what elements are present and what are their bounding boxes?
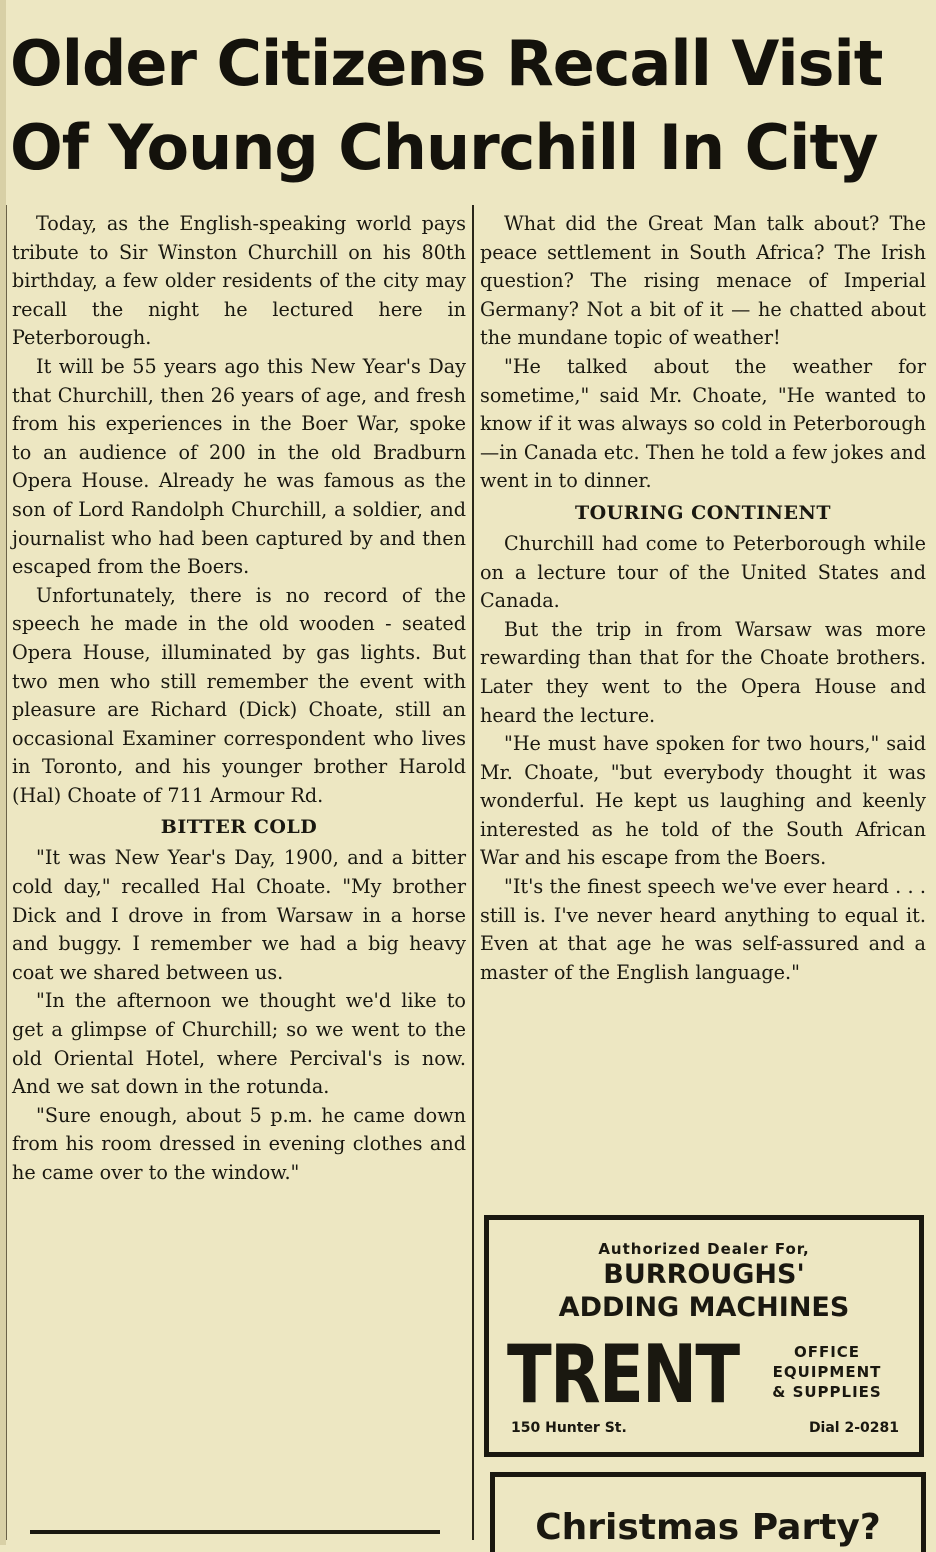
subheading-bitter-cold: BITTER COLD bbox=[160, 816, 318, 839]
ad-phone: Dial 2-0281 bbox=[808, 1420, 899, 1436]
paragraph: What did the Great Man talk about? The peace settlement in South Africa? The Irish question? The rising menace of Imperial Germany? Not a bit of it — he chatted about the mundane topic of weather! bbox=[480, 212, 926, 350]
paragraph: "In the afternoon we thought we'd like to get a glimpse of Churchill; so we went to the old Oriental Hotel, where Percival's is now. And we sat down in the rotunda. bbox=[12, 989, 466, 1099]
ad-company-name: TRENT bbox=[507, 1328, 739, 1421]
ad-brand-line-1: BURROUGHS' bbox=[603, 1259, 805, 1290]
ad-office-block bbox=[747, 1342, 907, 1402]
ad2-title: Christmas Party? bbox=[535, 1507, 881, 1548]
paragraph: "He talked about the weather for sometime," said Mr. Choate, "He wanted to know if it was always so cold in Peterborough—in Canada etc. Then he told a few jokes and went in to dinner. bbox=[480, 354, 926, 493]
paragraph: It will be 55 years ago this New Year's Day that Churchill, then 26 years of age, and fresh from his experiences in the Boer War, spoke to an audience of 200 in the old Bradburn Opera House. Already he was famous as the son of Lord Randolph Churchill, a soldier, and journalist who had been captured by and then escaped from the Boers. bbox=[12, 354, 466, 579]
adjacent-column-edge bbox=[0, 205, 7, 1540]
paragraph: Unfortunately, there is no record of the speech he made in the old wooden - seated Opera House, illuminated by gas lights. But two men who still remember the event with pleasure are Richard (Dick) Choate, still an occasional Examiner correspondent who lives in Toronto, and his younger brother Harold (Hal) Choate of 711 Armour Rd. bbox=[12, 583, 466, 807]
ad-office-line: OFFICE bbox=[793, 1343, 861, 1361]
subheading-touring-continent: TOURING CONTINENT bbox=[574, 501, 832, 524]
ad-office-line: & SUPPLIES bbox=[772, 1383, 882, 1401]
paragraph: "It was New Year's Day, 1900, and a bitter cold day," recalled Hal Choate. "My brother Dick and I drove in from Warsaw in a horse and buggy. I remember we had a big heavy coat we shared between us. bbox=[12, 846, 466, 984]
headline-line-2: Of Young Churchill In City bbox=[10, 111, 878, 184]
left-column bbox=[12, 210, 466, 1188]
headline-line-1: Older Citizens Recall Visit bbox=[10, 27, 883, 100]
paragraph: But the trip in from Warsaw was more rewarding than that for the Choate brothers. Later they went to the Opera House and heard the lecture. bbox=[480, 617, 926, 727]
ad-office-line: EQUIPMENT bbox=[772, 1363, 882, 1381]
paragraph: Today, as the English-speaking world pays tribute to Sir Winston Churchill on his 80th birthday, a few older residents of the city may recall the night he lectured here in Peterborough. bbox=[12, 212, 466, 350]
paragraph: "He must have spoken for two hours," said Mr. Choate, "but everybody thought it was wonderful. He kept us laughing and keenly interested as he told of the South African War and his escape from the Boers. bbox=[480, 732, 926, 870]
right-column bbox=[480, 210, 926, 987]
paragraph: "It's the finest speech we've ever heard . . . still is. I've never heard anything to equal it. Even at that age he was self-assured and a master of the English language." bbox=[480, 875, 926, 984]
headline bbox=[10, 22, 920, 190]
ad-dealer-line: Authorized Dealer For, bbox=[598, 1240, 810, 1258]
column-divider bbox=[472, 205, 474, 1540]
ad-address: 150 Hunter St. bbox=[511, 1420, 627, 1436]
paragraph: "Sure enough, about 5 p.m. he came down from his room dressed in evening clothes and he came over to the window." bbox=[12, 1103, 466, 1184]
paragraph: Churchill had come to Peterborough while on a lecture tour of the United States and Canada. bbox=[480, 531, 926, 613]
bottom-rule bbox=[30, 1530, 440, 1534]
ad-brand-line-2: ADDING MACHINES bbox=[558, 1292, 850, 1323]
trent-advertisement bbox=[484, 1215, 924, 1457]
christmas-party-advertisement bbox=[490, 1472, 926, 1552]
